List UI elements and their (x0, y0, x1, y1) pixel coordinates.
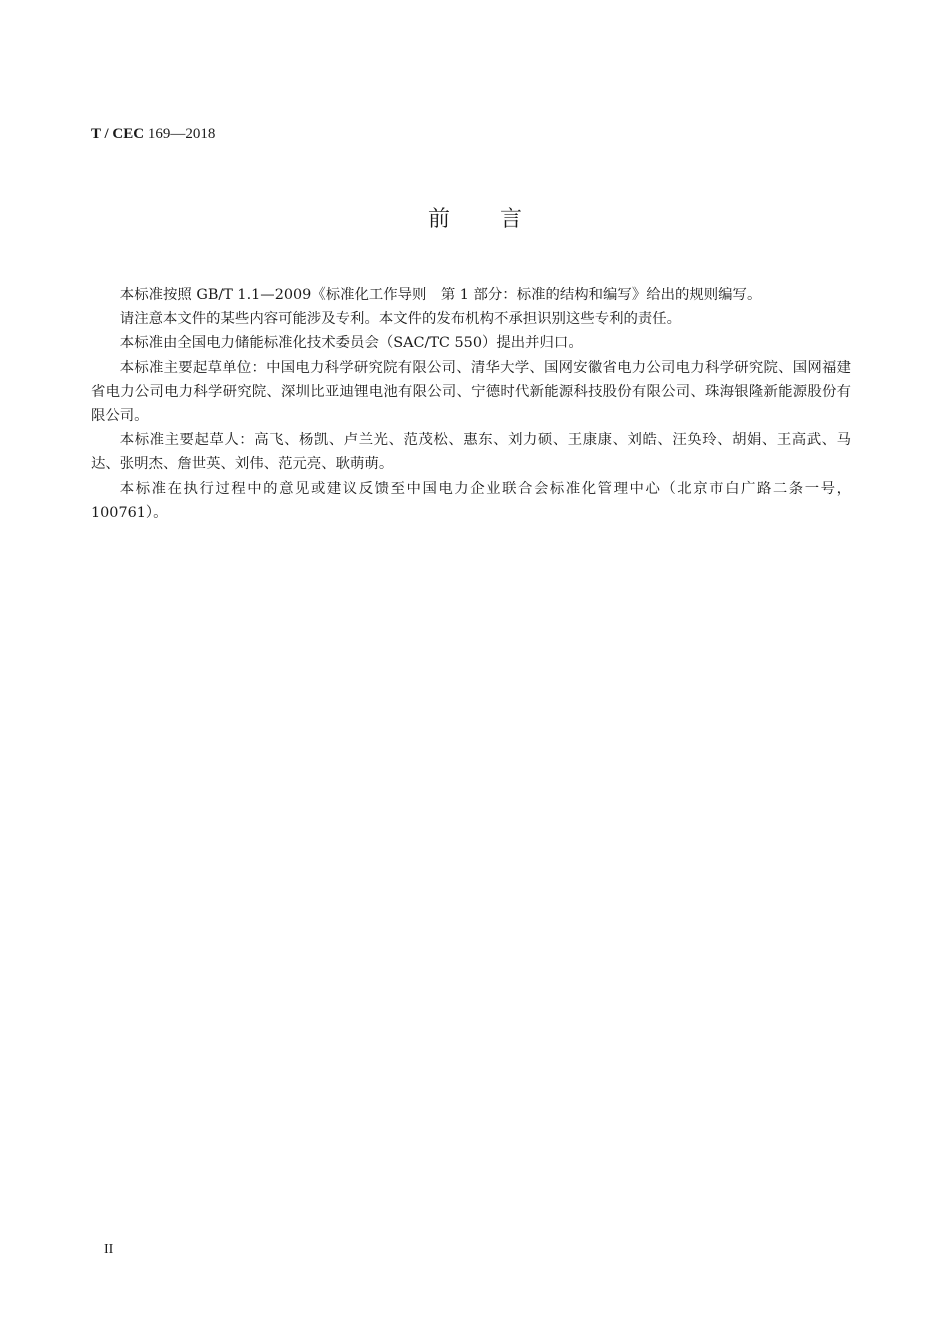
page-title-char-2: 言 (500, 207, 523, 232)
paragraph-drafting-rules: 本标准按照 GB/T 1.1—2009《标准化工作导则 第 1 部分：标准的结构和编写》给出的规则编写。 (119, 287, 762, 303)
foreword-body (91, 283, 851, 525)
page-title (0, 204, 950, 236)
paragraph-proposer: 本标准由全国电力储能标准化技术委员会（SAC/TC 550）提出并归口。 (119, 335, 583, 352)
paragraph-drafters: 本标准主要起草人：高飞、杨凯、卢兰光、范茂松、惠东、刘力硕、王康康、刘皓、汪奂玲、胡娟、王高武、马达、张明杰、詹世英、刘伟、范元亮、耿萌萌。 (91, 432, 851, 473)
page-title-char-1: 前 (427, 207, 450, 232)
standard-code-prefix: T / CEC (91, 126, 145, 142)
paragraph-drafting-units: 本标准主要起草单位：中国电力科学研究院有限公司、清华大学、国网安徽省电力公司电力科学研究院、国网福建省电力公司电力科学研究院、深圳比亚迪锂电池有限公司、宁德时代新能源科技股份有限公司、珠海银隆新能源股份有限公司。 (91, 359, 851, 425)
paragraph-feedback: 本标准在执行过程中的意见或建议反馈至中国电力企业联合会标准化管理中心（北京市白广路二条一号，100761）。 (91, 480, 851, 521)
page-number: II (104, 1242, 114, 1257)
standard-code (91, 124, 215, 144)
paragraph-patent-notice: 请注意本文件的某些内容可能涉及专利。本文件的发布机构不承担识别这些专利的责任。 (119, 311, 682, 328)
standard-code-number: 169—2018 (144, 126, 216, 142)
